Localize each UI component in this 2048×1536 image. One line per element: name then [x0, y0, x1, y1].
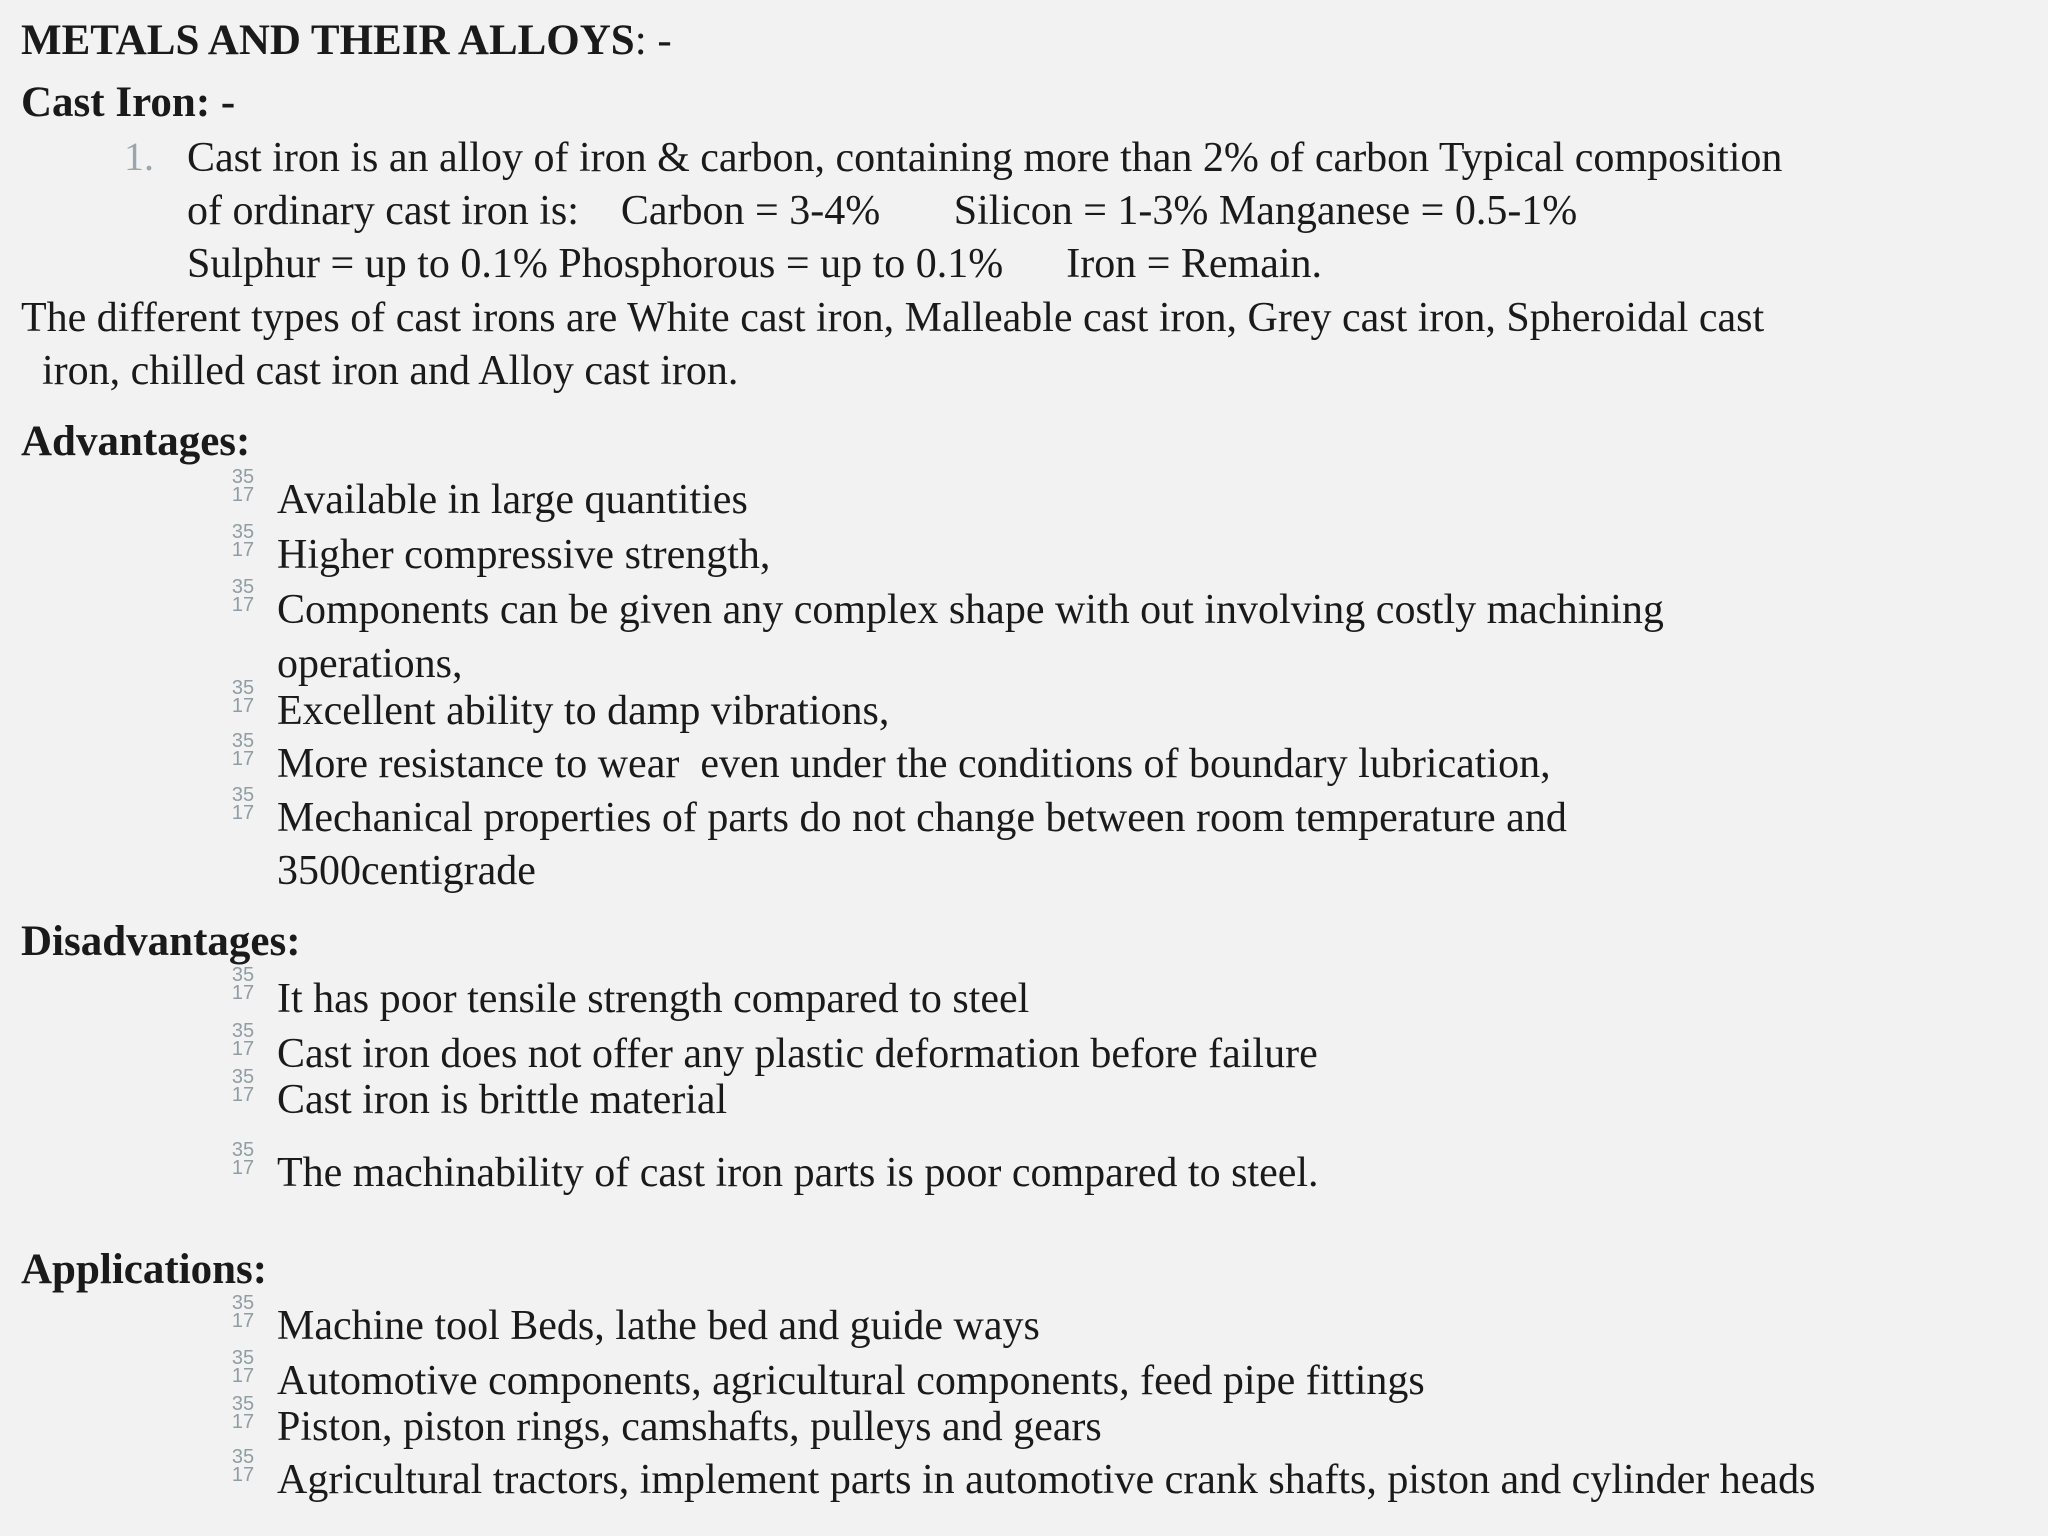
page-title-suffix: : - — [634, 17, 672, 64]
advantages-heading: Advantages: — [21, 418, 251, 465]
advantage-item: Excellent ability to damp vibrations, — [277, 688, 890, 734]
advantage-item: Available in large quantities — [277, 477, 748, 523]
disadvantage-item: Cast iron is brittle material — [277, 1077, 728, 1123]
applications-heading: Applications: — [21, 1246, 268, 1293]
types-line-2: iron, chilled cast iron and Alloy cast iron. — [21, 348, 739, 394]
page-title — [21, 19, 672, 62]
bullet-marker: 35 17 — [231, 1066, 255, 1106]
application-item: Agricultural tractors, implement parts in automotive crank shafts, piston and cylinder heads — [277, 1457, 1816, 1503]
section-title-cast-iron: Cast Iron: - — [21, 79, 236, 126]
bullet-marker: 35 17 — [231, 576, 255, 616]
application-item: Machine tool Beds, lathe bed and guide ways — [277, 1303, 1040, 1349]
bullet-marker: 35 17 — [231, 1393, 255, 1433]
composition-line-1: Cast iron is an alloy of iron & carbon, containing more than 2% of carbon Typical composition — [187, 135, 1783, 181]
bullet-marker: 35 17 — [231, 784, 255, 824]
bullet-marker: 35 17 — [231, 466, 255, 506]
advantage-item: Mechanical properties of parts do not change between room temperature and — [277, 795, 1567, 841]
bullet-marker: 35 17 — [231, 964, 255, 1004]
bullet-marker: 35 17 — [231, 1446, 255, 1486]
list-number: 1. — [124, 134, 154, 179]
advantage-item: More resistance to wear even under the conditions of boundary lubrication, — [277, 741, 1551, 787]
bullet-marker: 35 17 — [231, 1139, 255, 1179]
advantage-item-continuation: 3500centigrade — [277, 848, 536, 894]
bullet-marker: 35 17 — [231, 521, 255, 561]
disadvantage-item: The machinability of cast iron parts is poor compared to steel. — [277, 1150, 1319, 1196]
page-title-text: METALS AND THEIR ALLOYS — [21, 17, 635, 64]
advantage-item-continuation: operations, — [277, 641, 463, 687]
composition-line-2: of ordinary cast iron is: Carbon = 3-4% Silicon = 1-3% Manganese = 0.5-1% — [187, 188, 1578, 234]
types-line-1: The different types of cast irons are White cast iron, Malleable cast iron, Grey cast iron, Spheroidal cast — [21, 295, 1765, 341]
bullet-marker: 35 17 — [231, 1292, 255, 1332]
bullet-marker: 35 17 — [231, 1347, 255, 1387]
advantage-item: Higher compressive strength, — [277, 532, 771, 578]
disadvantages-heading: Disadvantages: — [21, 918, 301, 965]
application-item: Piston, piston rings, camshafts, pulleys and gears — [277, 1404, 1102, 1450]
disadvantage-item: It has poor tensile strength compared to steel — [277, 976, 1030, 1022]
disadvantage-item: Cast iron does not offer any plastic deformation before failure — [277, 1031, 1318, 1077]
bullet-marker: 35 17 — [231, 1020, 255, 1060]
application-item: Automotive components, agricultural components, feed pipe fittings — [277, 1358, 1425, 1404]
composition-line-3: Sulphur = up to 0.1% Phosphorous = up to 0.1% Iron = Remain. — [187, 241, 1323, 287]
bullet-marker: 35 17 — [231, 677, 255, 717]
advantage-item: Components can be given any complex shape with out involving costly machining — [277, 587, 1664, 633]
bullet-marker: 35 17 — [231, 730, 255, 770]
